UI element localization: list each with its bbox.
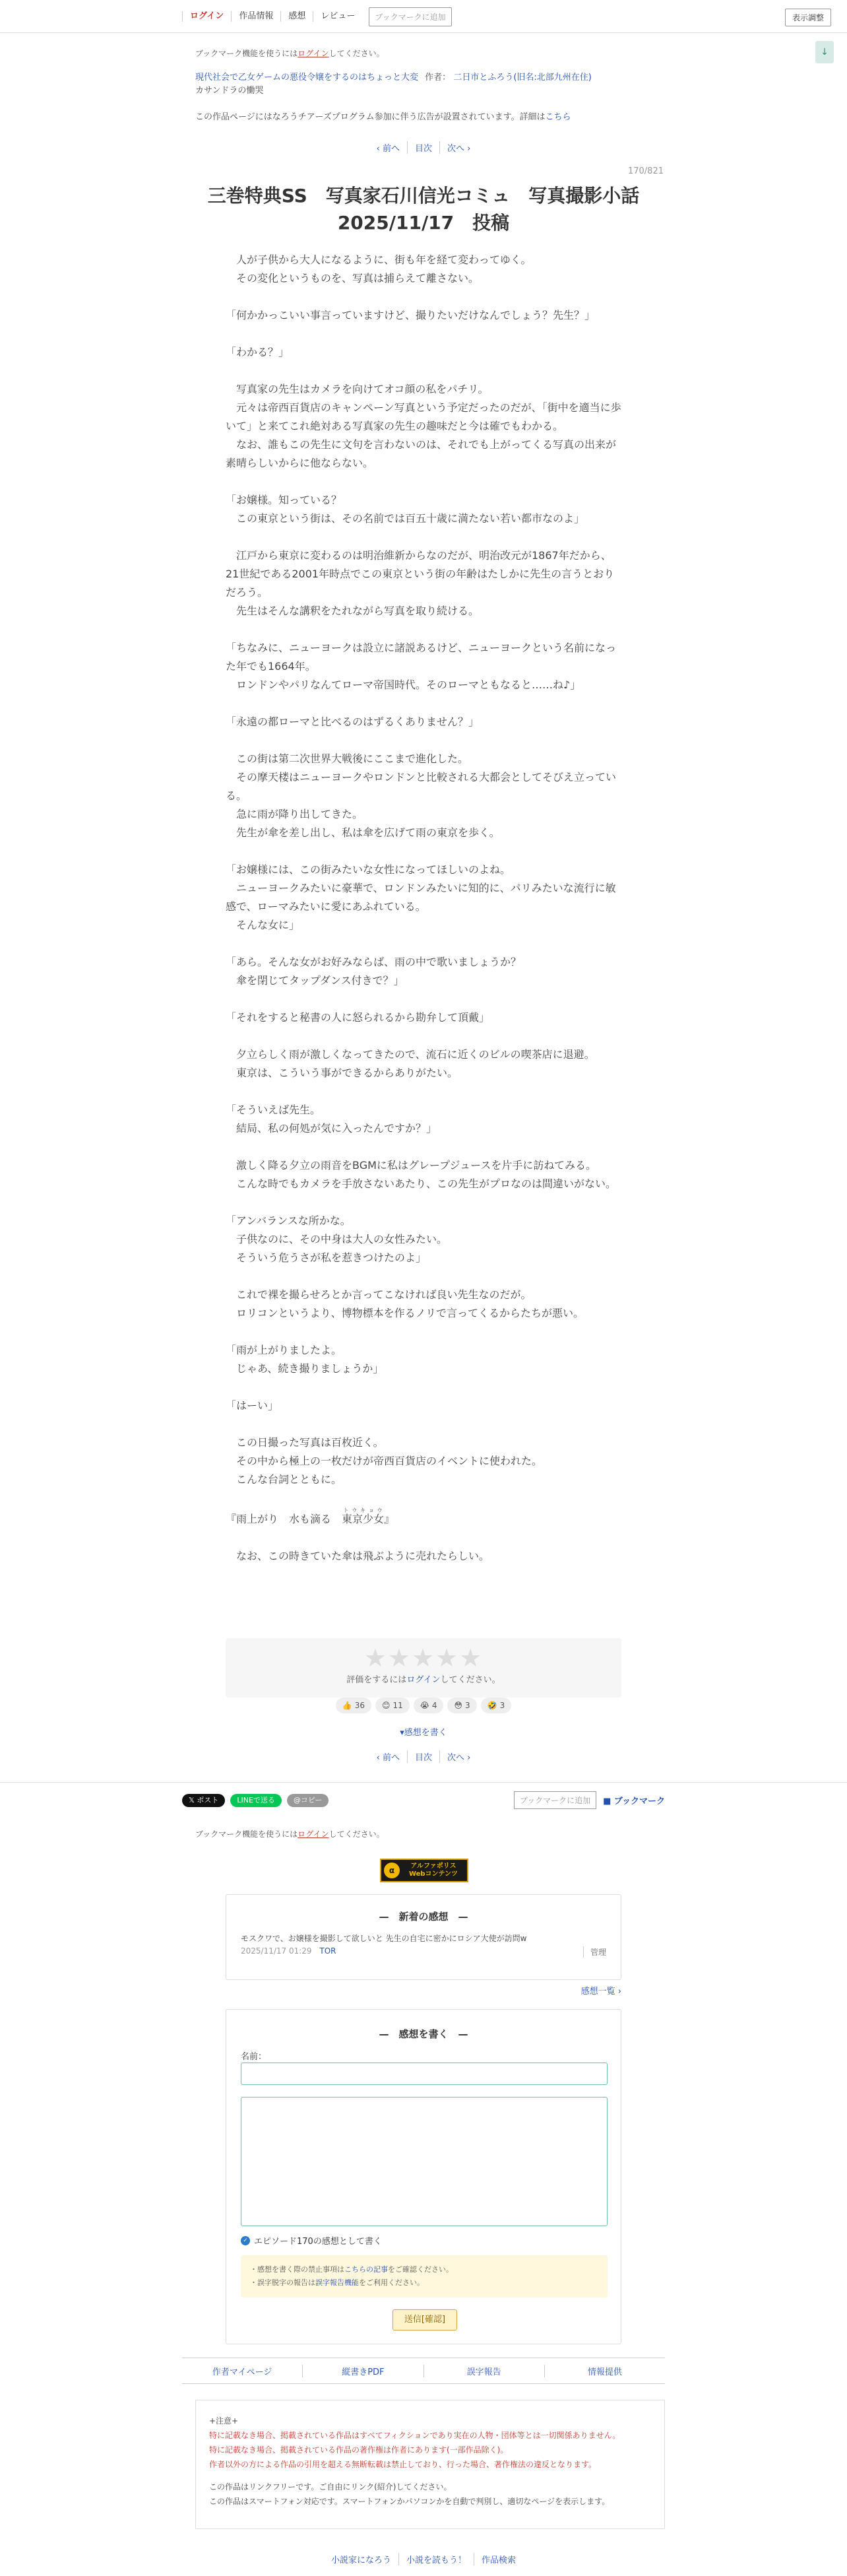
novel-paragraph: 激しく降る夕立の雨音をBGMに私はグレープジュースを片手に訪ねてみる。 xyxy=(226,1159,596,1172)
reaction-count: 36 xyxy=(354,1701,365,1710)
novel-paragraph: 「あら。そんな女がお好みならば、雨の中で歌いましょうか？ xyxy=(226,956,522,968)
reaction-button[interactable] xyxy=(481,1698,512,1713)
work-info xyxy=(195,71,657,98)
reaction-button[interactable] xyxy=(375,1698,410,1713)
impression-textarea[interactable] xyxy=(241,2097,608,2226)
review-link[interactable]: レビュー xyxy=(321,11,356,21)
reaction-button[interactable] xyxy=(414,1698,444,1713)
chapter-subtitle: カサンドラの慟哭 xyxy=(195,86,264,96)
blank-line xyxy=(226,620,621,639)
blank-line xyxy=(226,288,621,306)
novel-paragraph: その摩天楼はニューヨークやロンドンと比較される大都会としてそびえ立っている。 xyxy=(226,771,617,802)
header-nav xyxy=(182,7,452,26)
name-input[interactable] xyxy=(241,2063,608,2085)
novel-paragraph: 東京は、こういう事ができるからありがたい。 xyxy=(226,1067,458,1079)
form-notes: ・感想を書く際の禁止事項はこちらの記事をご確認ください。 ・誤字脱字の報告は誤字報告機能をご利用ください。 xyxy=(241,2255,608,2297)
blank-line xyxy=(226,1027,621,1045)
episode-checkbox[interactable]: ✓ エピソード170の感想として書く xyxy=(241,2234,382,2247)
novel-paragraph: 『雨上がり 水も滴る 東京少女トウキョウ』 xyxy=(226,1507,395,1525)
novel-info-link[interactable]: 作品情報 xyxy=(232,11,281,22)
blank-line xyxy=(226,842,621,861)
chapter-title: 三巻特典SS 写真家石川信光コミュ 写真撮影小話 2025/11/17 投稿 xyxy=(207,185,658,234)
novel-paragraph: 写真家の先生はカメラを向けてオコ顔の私をパチリ。 xyxy=(226,383,489,395)
novel-paragraph: 「何かかっこいい事言っていますけど、撮りたいだけなんでしょう？先生？」 xyxy=(226,309,596,321)
novel-paragraph: 「お嬢様。知っている？ xyxy=(226,494,342,506)
novel-paragraph: 結局、私の何処が気に入ったんですか？」 xyxy=(226,1122,437,1135)
vertical-pdf-link[interactable]: 縦書きPDF xyxy=(303,2365,424,2377)
novel-paragraph: 江戸から東京に変わるのは明治維新からなのだが、明治改元が1867年だから、21世紀である2001年時点でこの東京という街の年齢はたしかに先生の言うとおりだろう。 xyxy=(226,549,615,599)
novel-paragraph: そんな女に」 xyxy=(226,919,300,931)
ad-note: この作品ページにはなろうチアーズプログラム参加に伴う広告が設置されています。詳細はこちら xyxy=(195,112,571,122)
novel-paragraph: そういう危うさが私を惹きつけたのよ」 xyxy=(226,1251,427,1264)
toc-link-bottom[interactable]: 目次 xyxy=(408,1750,440,1763)
scroll-down-icon[interactable]: ↓ xyxy=(815,41,834,63)
login-link[interactable]: ログイン xyxy=(182,11,232,22)
novel-paragraph: ロンドンやパリなんてローマ帝国時代。そのローマともなると……ね♪」 xyxy=(226,678,581,691)
bookmark-login-note-bottom: ブックマーク機能を使うにはログインしてください。 xyxy=(195,1830,385,1839)
impression-date: 2025/11/17 01:29 xyxy=(241,1946,312,1956)
display-settings-button[interactable]: 表示調整 xyxy=(785,9,831,26)
blank-line xyxy=(226,935,621,953)
bookmark-link[interactable]: ■ ブックマーク xyxy=(603,1797,665,1806)
chapter-number: 170/821 xyxy=(627,166,664,176)
impressions-link[interactable]: 感想 xyxy=(281,11,313,22)
name-label: 名前： xyxy=(241,2052,267,2062)
write-impression-heading: — 感想を書く — xyxy=(379,2028,468,2040)
novel-paragraph: その中から極上の一枚だけが帝西百貨店のイベントに使われた。 xyxy=(226,1455,543,1467)
next-link-bottom[interactable]: 次へ › xyxy=(447,1753,471,1763)
top-bar xyxy=(0,0,847,33)
narou-link[interactable]: 小説家になろう xyxy=(324,2553,399,2565)
write-impression-link[interactable]: ▾感想を書く xyxy=(400,1728,447,1738)
bookmark-login-link[interactable]: ログイン xyxy=(298,49,329,58)
search-link[interactable]: 作品検索 xyxy=(482,2556,517,2565)
novel-paragraph: 人が子供から大人になるように、街も年を経て変わってゆく。 xyxy=(226,253,532,266)
novel-paragraph: なお、誰もこの先生に文句を言わないのは、それでも上がってくる写真の出来が素晴らしいからに他ならない。 xyxy=(226,438,617,469)
novel-paragraph: こんな時でもカメラを手放さないあたり、この先生がプロなのは間違いがない。 xyxy=(226,1177,617,1190)
submit-button[interactable]: 送信[確認] xyxy=(392,2309,457,2330)
impression-item xyxy=(241,1932,606,1956)
blank-line xyxy=(226,362,621,380)
blank-line xyxy=(226,1138,621,1156)
novel-paragraph: 夕立らしく雨が激しくなってきたので、流石に近くのビルの喫茶店に退避。 xyxy=(226,1048,595,1061)
reaction-icon: 🤣 xyxy=(487,1701,497,1710)
blank-line xyxy=(226,731,621,750)
reaction-count: 3 xyxy=(499,1701,505,1710)
line-share-button[interactable]: LINEで送る xyxy=(230,1794,282,1807)
novel-paragraph: その変化というものを、写真は捕らえて離さない。 xyxy=(226,272,480,284)
typo-report-footer-link[interactable]: 誤字報告 xyxy=(424,2365,545,2377)
novel-paragraph: 「ちなみに、ニューヨークは設立に諸説あるけど、ニューヨークという名前になった年でも1664年。 xyxy=(226,642,617,673)
next-link[interactable]: 次へ › xyxy=(447,144,471,154)
blank-line xyxy=(226,1323,621,1341)
novel-paragraph: これで裸を撮らせろとか言ってこなければ良い先生なのだが。 xyxy=(226,1288,532,1301)
rating-stars[interactable]: ★★★★★ xyxy=(363,1643,484,1672)
reaction-button[interactable] xyxy=(336,1698,371,1713)
divider xyxy=(0,1782,847,1783)
write-impression-form xyxy=(226,2009,621,2344)
notice-box: +注意+ 特に記載なき場合、掲載されている作品はすべてフィクションであり実在の人物・団体等とは一切関係ありません。 特に記載なき場合、掲載されている作品の著作権は作者にあります(一部作品除く)。 作者以外の方による作品の引用を超える無断転載は禁止しており、行った場合、著作権法の違反となります。 この作品はリンクフリーです。ご自由にリンク(紹介)してください。 この作品はスマートフォン対応です。スマートフォンかパソコンかを自動で判別し、適切なページを表示します。 xyxy=(195,2400,665,2529)
copy-link-button[interactable]: @コピー xyxy=(287,1794,329,1807)
novel-paragraph: 先生が傘を差し出し、私は傘を広げて雨の東京を歩く。 xyxy=(226,826,500,839)
novel-paragraph: この日撮った写真は百枚近く。 xyxy=(226,1436,384,1449)
reaction-icon: 👍 xyxy=(342,1701,352,1710)
reaction-count: 11 xyxy=(392,1701,403,1710)
novel-paragraph: 「永遠の都ローマと比べるのはずるくありません？」 xyxy=(226,715,480,728)
rating-note: 評価をするにはログインしてください。 xyxy=(346,1675,501,1685)
reaction-bar xyxy=(0,1698,847,1713)
reaction-icon: 😳 xyxy=(454,1701,462,1710)
novel-paragraph: 「それをすると秘書の人に怒られるから勘弁して頂戴」 xyxy=(226,1011,490,1024)
x-post-button[interactable]: 𝕏 ポスト xyxy=(182,1794,225,1807)
pager-bottom xyxy=(0,1750,847,1763)
novel-paragraph: 傘を閉じてタップダンス付きで？」 xyxy=(226,974,404,987)
blank-line xyxy=(226,1193,621,1212)
novel-paragraph: ロリコンというより、博物標本を作るノリで言ってくるからたちが悪い。 xyxy=(226,1307,584,1319)
toc-link[interactable]: 目次 xyxy=(408,141,440,154)
blank-line xyxy=(226,1267,621,1286)
latest-impressions-heading: — 新着の感想 — xyxy=(379,1911,468,1923)
novel-paragraph: 「お嬢様には、この街みたいな女性になってほしいのよね。 xyxy=(226,863,511,876)
alphapolis-banner[interactable]: α アルファポリス Webコンテンツ xyxy=(380,1859,468,1882)
blank-line xyxy=(226,1378,621,1397)
novel-paragraph: 子供なのに、その中身は大人の女性みたい。 xyxy=(226,1233,448,1245)
share-buttons xyxy=(182,1794,329,1807)
author-mypage-link[interactable]: 作者マイページ xyxy=(182,2365,303,2377)
pager-top xyxy=(0,141,847,154)
novel-paragraph: 「はーい」 xyxy=(226,1399,279,1412)
prev-link-bottom[interactable]: ‹ 前へ xyxy=(369,1750,408,1763)
rules-link[interactable]: こちらの記事 xyxy=(344,2265,388,2274)
novel-paragraph: こんな台詞とともに。 xyxy=(226,1473,342,1486)
bookmark-add-button[interactable]: ブックマークに追加 xyxy=(369,7,451,26)
reaction-button[interactable] xyxy=(447,1698,476,1713)
bookmark-area xyxy=(514,1791,665,1809)
novel-paragraph: じゃあ、続き撮りましょうか」 xyxy=(226,1362,384,1375)
blank-line xyxy=(226,694,621,713)
reaction-count: 4 xyxy=(431,1701,437,1710)
typo-report-link[interactable]: 誤字報告機能 xyxy=(315,2278,359,2287)
rating-box xyxy=(226,1638,621,1698)
novel-paragraph: 「わかる？」 xyxy=(226,346,290,358)
blank-line xyxy=(226,473,621,491)
blank-line xyxy=(226,990,621,1008)
blank-line xyxy=(226,528,621,546)
all-impressions-link[interactable]: 感想一覧 › xyxy=(580,1987,621,1997)
author-label: 作者： xyxy=(425,73,451,83)
novel-paragraph: この街は第二次世界大戦後にここまで進化した。 xyxy=(226,752,469,765)
novel-body xyxy=(226,251,621,1566)
impression-text[interactable]: モスクワで、お嬢様を撮影して欲しいと 先生の自宅に密かにロシア大使が訪問w xyxy=(241,1934,527,1943)
novel-paragraph: ニューヨークみたいに豪華で、ロンドンみたいに知的に、パリみたいな流行に敏感で、ローマみたいに愛にあふれている。 xyxy=(226,882,616,913)
series-title-link[interactable]: 現代社会で乙女ゲームの悪役令嬢をするのはちょっと大変 xyxy=(195,73,419,83)
novel-paragraph: 「雨が上がりましたよ。 xyxy=(226,1344,342,1356)
blank-line xyxy=(226,325,621,343)
bookmark-login-link-bottom[interactable]: ログイン xyxy=(298,1830,329,1839)
latest-impressions-card xyxy=(226,1894,621,1980)
novel-paragraph: 先生はそんな講釈をたれながら写真を取り続ける。 xyxy=(226,605,480,617)
bookmark-add-button-bottom[interactable]: ブックマークに追加 xyxy=(514,1791,596,1809)
novel-paragraph: 急に雨が降り出してきた。 xyxy=(226,808,363,820)
blank-line xyxy=(226,1082,621,1101)
prev-link[interactable]: ‹ 前へ xyxy=(369,141,408,154)
ruby-text: 東京少女トウキョウ xyxy=(342,1507,385,1525)
novel-paragraph: この東京という街は、その名前では百五十歳に満たない若い都市なのよ」 xyxy=(226,512,585,525)
notice-heading: +注意+ xyxy=(209,2416,239,2426)
novel-paragraph: 「そういえば先生。 xyxy=(226,1104,321,1116)
check-icon[interactable]: ✓ xyxy=(241,2236,250,2245)
blank-line xyxy=(226,1489,621,1507)
reaction-count: 3 xyxy=(464,1701,470,1710)
footer-nav xyxy=(182,2358,665,2384)
reaction-icon: 😊 xyxy=(382,1701,391,1710)
blank-line xyxy=(226,1529,621,1547)
novel-paragraph: 元々は帝西百貨店のキャンペーン写真という予定だったのだが、「街中を適当に歩いて」と来てこれ絶対ある写真家の先生の趣味だと今は確でもわかる。 xyxy=(226,401,621,432)
rating-login-link[interactable]: ログイン xyxy=(406,1675,441,1685)
ad-details-link[interactable]: こちら xyxy=(545,112,571,122)
impression-user-link[interactable]: TOR xyxy=(319,1946,336,1956)
bookmark-login-note: ブックマーク機能を使うにはログインしてください。 xyxy=(195,49,385,58)
yomou-link[interactable]: 小説を読もう！ xyxy=(399,2553,474,2565)
bottom-links xyxy=(0,2553,847,2565)
info-provide-link[interactable]: 情報提供 xyxy=(587,2367,622,2377)
blank-line xyxy=(226,1415,621,1434)
alphapolis-logo-icon: α xyxy=(384,1863,400,1878)
novel-paragraph: 「アンバランスな所かな。 xyxy=(226,1214,351,1227)
novel-paragraph: なお、この時きていた傘は飛ぶように売れたらしい。 xyxy=(226,1550,490,1562)
reaction-icon: 😭 xyxy=(420,1701,429,1710)
author-link[interactable]: 二日市とふろう(旧名:北部九州在住) xyxy=(453,73,592,83)
manage-link[interactable]: 管理 xyxy=(583,1946,606,1958)
